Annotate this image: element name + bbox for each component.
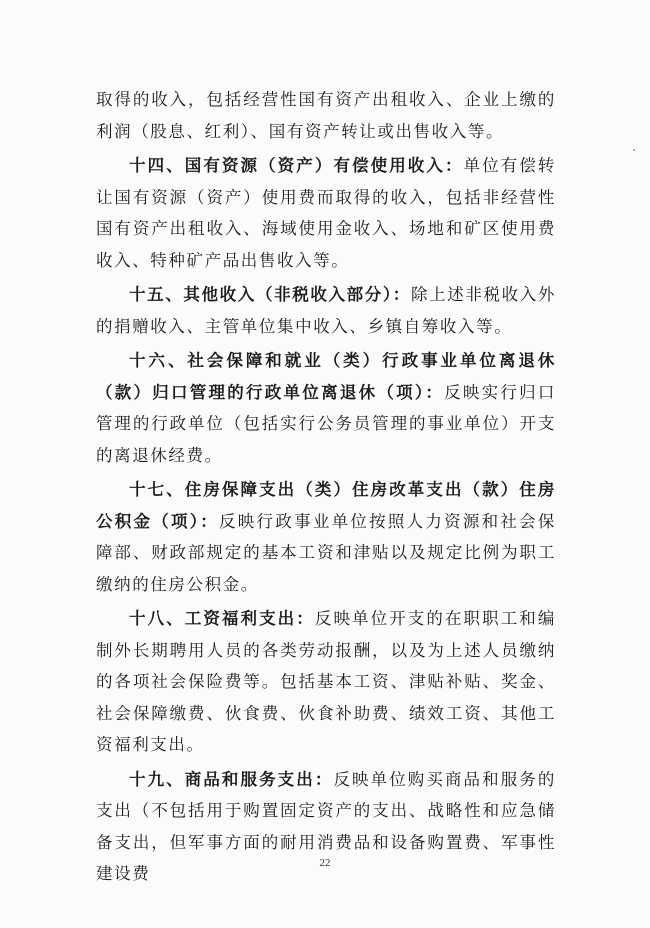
item-heading: 十八、工资福利支出： — [129, 609, 315, 628]
paragraph-item-19 — [96, 764, 556, 890]
scan-speck — [633, 149, 635, 151]
paragraph-item-14 — [96, 150, 556, 276]
item-text: 反映实行归口管理的行政单位（包括实行公务员管理的事业单位）开支的离退休经费。 — [96, 382, 556, 465]
item-heading: 十九、商品和服务支出： — [129, 769, 334, 789]
paragraph-item-15 — [96, 279, 556, 342]
paragraph-item-18 — [96, 603, 556, 761]
item-text: 除上述非税收入外的捐赠收入、主管单位集中收入、乡镇自筹收入等。 — [96, 285, 556, 336]
page-number: 22 — [319, 857, 331, 869]
document-body — [96, 84, 556, 893]
item-text: 反映单位购买商品和服务的支出（不包括用于购置固定资产的支出、战略性和应急储备支出，但军事方面的耐用消费品和设备购置费、军事性建设费 — [96, 769, 556, 883]
item-text: 单位有偿转让国有资源（资产）使用费而取得的收入，包括非经营性国有资产出租收入、海域使用金收入、场地和矿区使用费收入、特种矿产品出售收入等。 — [96, 156, 556, 270]
item-heading: 十四、国有资源（资产）有偿使用收入： — [129, 156, 464, 175]
paragraph-text: 取得的收入，包括经营性国有资产出租收入、企业上缴的利润（股息、红利）、国有资产转让或出售收入等。 — [96, 90, 556, 141]
item-text: 反映单位开支的在职职工和编制外长期聘用人员的各类劳动报酬，以及为上述人员缴纳的各项社会保险费等。包括基本工资、津贴补贴、奖金、社会保障缴费、伙食费、伙食补助费、绩效工资、其他工资福利支出。 — [96, 609, 556, 754]
item-heading: 十七、住房保障支出（类）住房改革支出（款）住房公积金（项）： — [96, 480, 556, 531]
item-text: 反映行政事业单位按照人力资源和社会保障部、财政部规定的基本工资和津贴以及规定比例为职工缴纳的住房公积金。 — [96, 511, 556, 594]
item-heading: 十六、社会保障和就业（类）行政事业单位离退休（款）归口管理的行政单位离退休（项）： — [96, 351, 556, 402]
paragraph-item-16 — [96, 345, 556, 471]
paragraph-continued — [96, 84, 556, 147]
item-heading: 十五、其他收入（非税收入部分）： — [129, 285, 411, 304]
paragraph-item-17 — [96, 474, 556, 600]
